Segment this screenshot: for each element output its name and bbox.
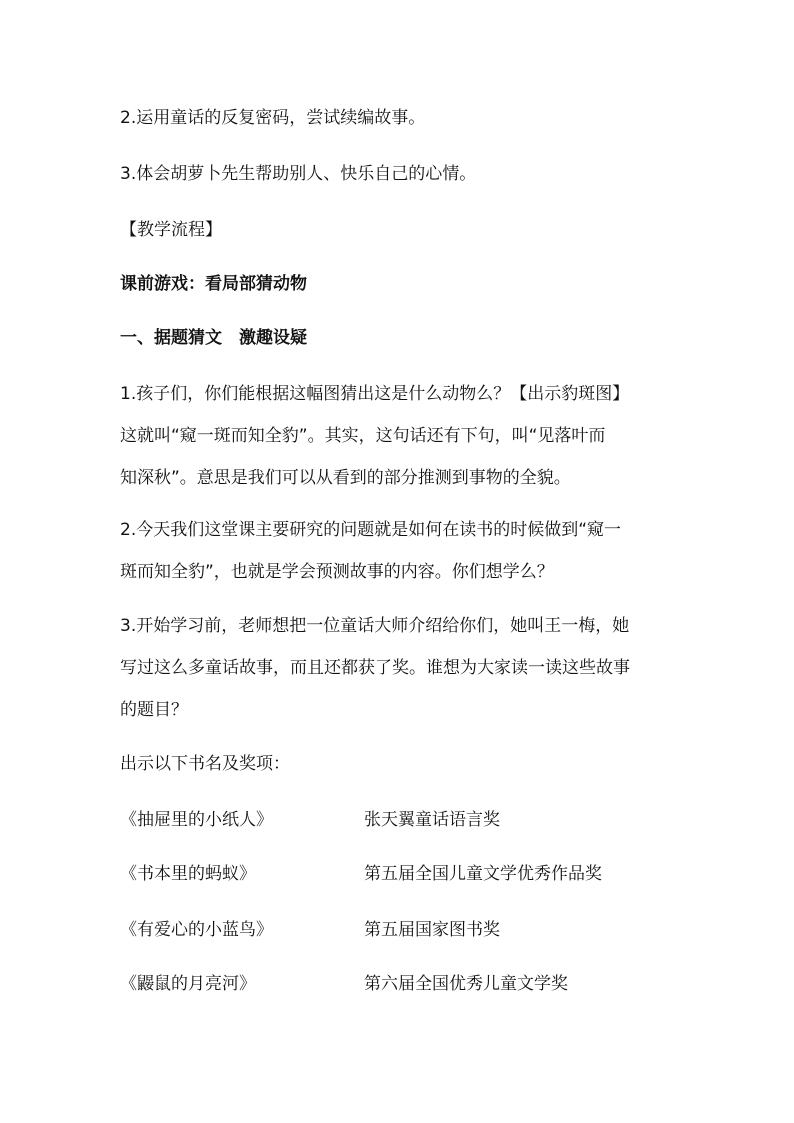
para-3-line-2: 写过这么多童话故事，而且还都获了奖。谁想为大家读一读这些故事 [120, 658, 630, 678]
book-title: 《鼹鼠的月亮河》 [120, 974, 256, 994]
book-title: 《抽屉里的小纸人》 [120, 810, 273, 830]
para-2-line-1: 2.今天我们这堂课主要研究的问题就是如何在读书的时候做到“窥一 [120, 520, 622, 540]
book-award: 第五届全国儿童文学优秀作品奖 [364, 864, 602, 884]
para-3-line-3: 的题目？ [120, 700, 188, 720]
book-award: 第六届全国优秀儿童文学奖 [364, 974, 568, 994]
para-3-line-1: 3.开始学习前，老师想把一位童话大师介绍给你们，她叫王一梅，她 [120, 616, 630, 636]
para-1-line-1: 1.孩子们，你们能根据这幅图猜出这是什么动物么？【出示豹斑图】 [120, 384, 630, 404]
books-intro: 出示以下书名及奖项： [120, 754, 290, 774]
objective-2: 2.运用童话的反复密码，尝试续编故事。 [120, 108, 426, 128]
objective-3: 3.体会胡萝卜先生帮助别人、快乐自己的心情。 [120, 164, 477, 184]
para-1-line-3: 知深秋”。意思是我们可以从看到的部分推测到事物的全貌。 [120, 468, 571, 488]
book-title: 《书本里的蚂蚁》 [120, 864, 256, 884]
book-award: 张天翼童话语言奖 [364, 810, 500, 830]
book-award: 第五届国家图书奖 [364, 920, 500, 940]
teaching-flow-heading: 【教学流程】 [120, 220, 222, 240]
section-1-title: 一、据题猜文 激趣设疑 [120, 328, 307, 348]
para-1-line-2: 这就叫“窥一斑而知全豹”。其实，这句话还有下句，叫“见落叶而 [120, 426, 606, 446]
pre-class-game-heading: 课前游戏：看局部猜动物 [120, 274, 307, 294]
para-2-line-2: 斑而知全豹”，也就是学会预测故事的内容。你们想学么？ [120, 562, 554, 582]
book-title: 《有爱心的小蓝鸟》 [120, 920, 273, 940]
